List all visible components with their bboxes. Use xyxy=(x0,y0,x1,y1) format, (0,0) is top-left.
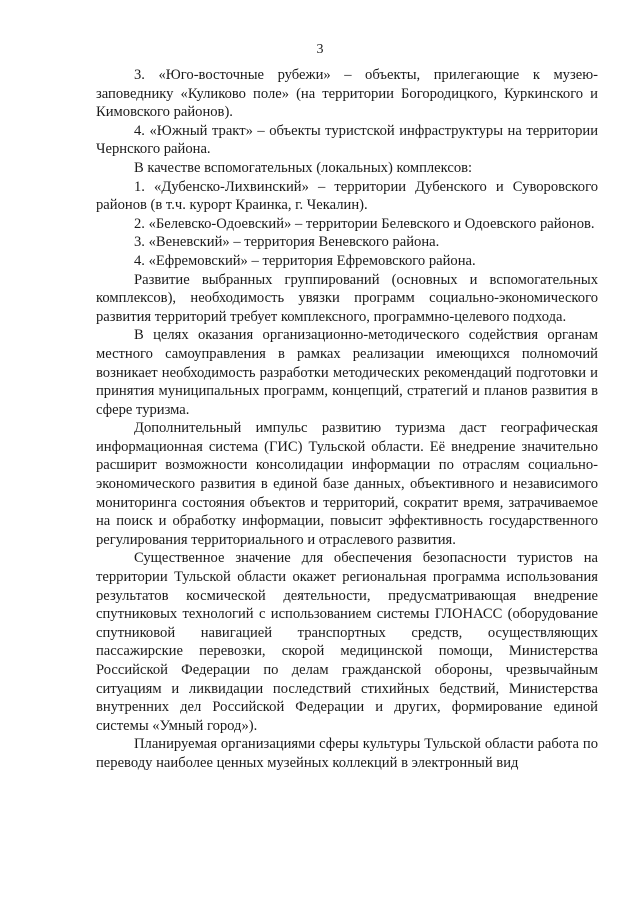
paragraph-methodical-support: В целях оказания организационно-методического содействия органам местного самоуправления в рамках реализации имеющихся полномочий возникает необходимость разработки методических рекомендаций подготовки и принятия муниципальных программ, концепций, стратегий и планов развития в сфере туризма. xyxy=(96,327,598,418)
paragraph-museum-digitization: Планируемая организациями сферы культуры Тульской области работа по переводу наиболее ценных музейных коллекций в электронный вид xyxy=(96,736,598,771)
paragraph-development: Развитие выбранных группирований (основных и вспомогательных комплексов), необходимость увязки программ социально-экономического развития территорий требует комплексного, программно-целевого подхода. xyxy=(96,271,598,325)
paragraph-aux-item-2: 2. «Белевско-Одоевский» – территории Белевского и Одоевского районов. xyxy=(134,215,595,232)
paragraph-auxiliary-intro: В качестве вспомогательных (локальных) комплексов: xyxy=(134,159,473,176)
paragraph-aux-item-4: 4. «Ефремовский» – территория Ефремовского района. xyxy=(134,252,476,269)
page-number: 3 xyxy=(316,42,324,57)
paragraph-item-4-south-tract: 4. «Южный тракт» – объекты туристской инфраструктуры на территории Чернского района. xyxy=(96,122,598,158)
paragraph-aux-item-1: 1. «Дубенско-Лихвинский» – территории Дубенского и Суворовского районов (в т.ч. курорт Краинка, г. Чекалин). xyxy=(96,178,598,214)
paragraph-gis: Дополнительный импульс развитию туризма даст географическая информационная система (ГИС) Тульской области. Её внедрение значительно расширит возможности консолидации информации по отраслям социально-экономического развития в единой базе данных, объективного и независимого мониторинга состояния объектов и территорий, сократит время, затрачиваемое на поиск и обработку информации, повысит эффективность государственного регулирования территориального и отраслевого развития. xyxy=(96,420,598,548)
document-body xyxy=(96,66,598,773)
paragraph-glonass: Существенное значение для обеспечения безопасности туристов на территории Тульской области окажет региональная программа использования результатов космической деятельности, предусматривающая внедрение спутниковых технологий с использованием системы ГЛОНАСС (оборудование спутниковой навигацией транспортных средств, осуществляющих пассажирские перевозки, скорой медицинской помощи, Министерства Российской Федерации по делам гражданской обороны, чрезвычайным ситуациям и ликвидации последствий стихийных бедствий, Министерства внутренних дел Российской Федерации и других, формирование единой системы «Умный город»). xyxy=(96,550,598,734)
paragraph-item-3-southeast: 3. «Юго-восточные рубежи» – объекты, прилегающие к музею-заповеднику «Куликово поле» (на территории Богородицкого, Куркинского и Кимовского районов). xyxy=(96,67,598,121)
paragraph-aux-item-3: 3. «Веневский» – территория Веневского района. xyxy=(134,234,440,251)
